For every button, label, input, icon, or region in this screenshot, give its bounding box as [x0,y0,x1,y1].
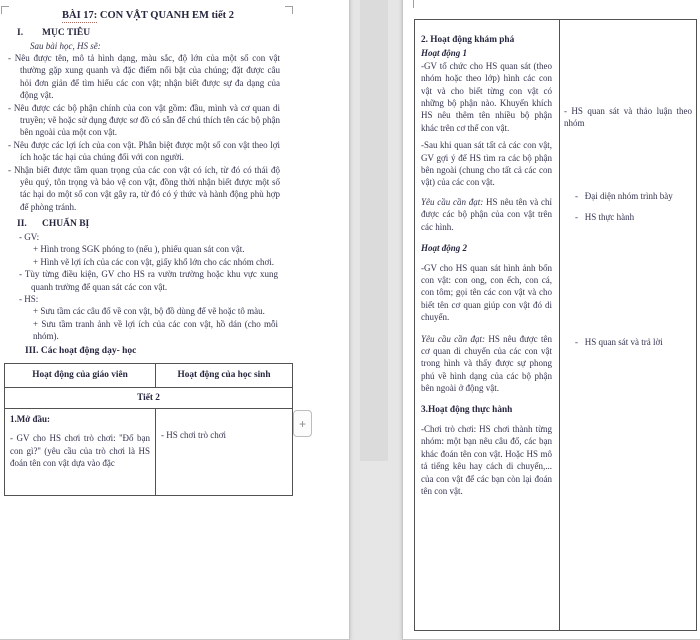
student-activity-text: - HS chơi trò chơi [161,430,227,440]
lesson-title [3,9,293,22]
preparation-list [19,231,278,343]
requirement-paragraph [421,196,552,233]
activity-3-heading: 3.Hoạt động thực hành [421,404,513,415]
student-activity-text: - HS quan sát và thảo luận theo nhóm [564,106,692,129]
preparation-item: + Sưu tầm tranh ảnh về lợi ích của các con vật, hồ dán (cho mỗi nhóm). [33,318,278,342]
requirement-lead: Yêu cầu cần đạt: [421,196,484,207]
activities-table-continued [414,19,697,631]
preparation-item: - GV: [19,232,40,242]
paragraph: -GV cho HS quan sát hình ảnh bốn con vật: con ong, con ếch, con cá, con tôm; gọi tên các con vật và cho biết tên cơ quan giúp con vật đó di chuyển. [421,262,552,323]
requirement-lead: Yêu cầu cần đạt: [421,333,485,344]
section-2-numeral: II. [17,219,27,229]
activity-1-body: - GV cho HS chơi trò chơi: ''Đố bạn con gì?'' (yêu cầu của trò chơi là HS đoán tên con vật dựa vào đặc [10,433,150,469]
preparation-item: + Hình vẽ lợi ích của các con vật, giấy khổ lớn cho các nhóm chơi. [33,256,275,267]
activity-1-title: 1.Mở đầu: [10,414,50,424]
requirement-text: HS nêu được tên cơ quan di chuyển của các con vật trong hình và thấy được sự phong phú về hình dạng của các bộ phận bên ngoài ở động vật. [421,333,552,394]
sub-activity-2-heading: Hoạt động 2 [421,243,468,254]
section-1-intro: Sau bài học, HS sẽ: [30,41,101,51]
section-1-heading [3,27,90,39]
teacher-column-header: Hoạt động của giáo viên [5,364,156,388]
teacher-activity-column [415,20,560,630]
objective-item: - Nêu được các lợi ích của con vật. Phân biệt được một số con vật theo lợi ích hoặc tác hại của chúng đối với con người. [8,139,280,163]
section-3-heading: III. Các hoạt động dạy- học [25,346,137,356]
sub-activity-1-heading: Hoạt động 1 [421,48,468,59]
preparation-item: + Hình trong SGK phóng to (nếu ), phiếu quan sát con vật. [33,244,245,255]
section-2-label: CHUẨN BỊ [42,219,90,229]
page-gap [360,0,388,461]
activity-2-heading: 2. Hoạt động khám phá [421,35,515,45]
teacher-activity-cell [5,409,156,496]
lesson-title-text: CON VẬT QUANH EM tiết 2 [97,10,234,21]
objective-item: - Nêu được các bộ phận chính của con vật gồm: đầu, mình và cơ quan di truyền; vẽ hoặc sử dụng được sơ đồ có sẵn để chú thích tên các bộ phận bên ngoài của một con vật. [8,102,280,138]
period-label: Tiết 2 [5,388,293,409]
student-activity-text: - HS thực hành [575,212,635,222]
objectives-list [8,52,280,213]
student-activity-text: - HS quan sát và trả lời [575,337,663,347]
table-header-row [5,364,293,388]
objective-item: - Nêu được tên, mô tả hình dạng, màu sắc, độ lớn của một số con vật thường gặp xung quanh và đặc điểm nổi bật của chúng; đặt được câu hỏi đơn giản để tìm hiểu các con vật; nhận biết được sự đa dạng của động vật. [8,53,280,101]
requirement-text: HS nêu tên và chỉ được các bộ phận của con vật trên các hình. [421,196,552,232]
table-row [5,409,293,496]
preparation-item: - HS: [19,294,39,305]
student-activity-text: - Đại diện nhóm trình bày [575,191,673,201]
section-1-label: MỤC TIÊU [42,28,91,38]
student-activity-cell [156,409,293,496]
section-1-numeral: I. [17,28,24,38]
requirement-paragraph [421,333,552,395]
preparation-item: - Tùy từng điều kiện, GV cho HS ra vườn trường hoặc khu vực xung quanh trường để quan sát các con vật. [19,269,278,292]
paragraph: -GV tổ chức cho HS quan sát (theo nhóm hoặc theo lớp) hình các con vật và cho biết từng con vật có những bộ phận nào. Khuyến khích HS nêu thêm tên nhiều bộ phận khác trên cơ thể con vật. [421,60,552,133]
document-page-right [402,0,700,640]
paragraph: -Sau khi quan sát tất cả các con vật, GV gợi ý để HS tìm ra các bộ phận bên ngoài (chung cho tất cả các con vật) của các con vật. [421,140,552,188]
add-button[interactable]: + [293,410,312,437]
preparation-item: + Sưu tầm các câu đố về con vật, bộ đồ dùng để vẽ hoặc tô màu. [33,306,265,317]
student-column-header: Hoạt động của học sinh [156,364,293,388]
paragraph: -Chơi trò chơi: HS chơi thành từng nhóm: một bạn nêu câu đố, các bạn khác đoán tên con vật. Hoặc HS mô tả tiếng kêu hay cách di chuyển,... của con vật để các bạn còn lại đoán tên con vật. [421,423,552,496]
activities-table [4,363,293,496]
table-subheader-row [5,388,293,409]
section-2-heading [3,218,89,230]
text-boundary-mark [413,0,415,8]
lesson-title-number: BÀI 17: [62,10,98,21]
left-page-content [3,1,293,631]
objective-item: - Nhận biết được tầm quan trọng của các con vật có ích, từ đó có thái độ yêu quý, tôn trọng và bảo vệ con vật, đồng thời nhận biết được một số tác hại do một số con vật gây ra, từ đó có ý thức và hành động phù hợp để phòng tránh. [8,164,280,212]
student-activity-column [560,20,696,630]
